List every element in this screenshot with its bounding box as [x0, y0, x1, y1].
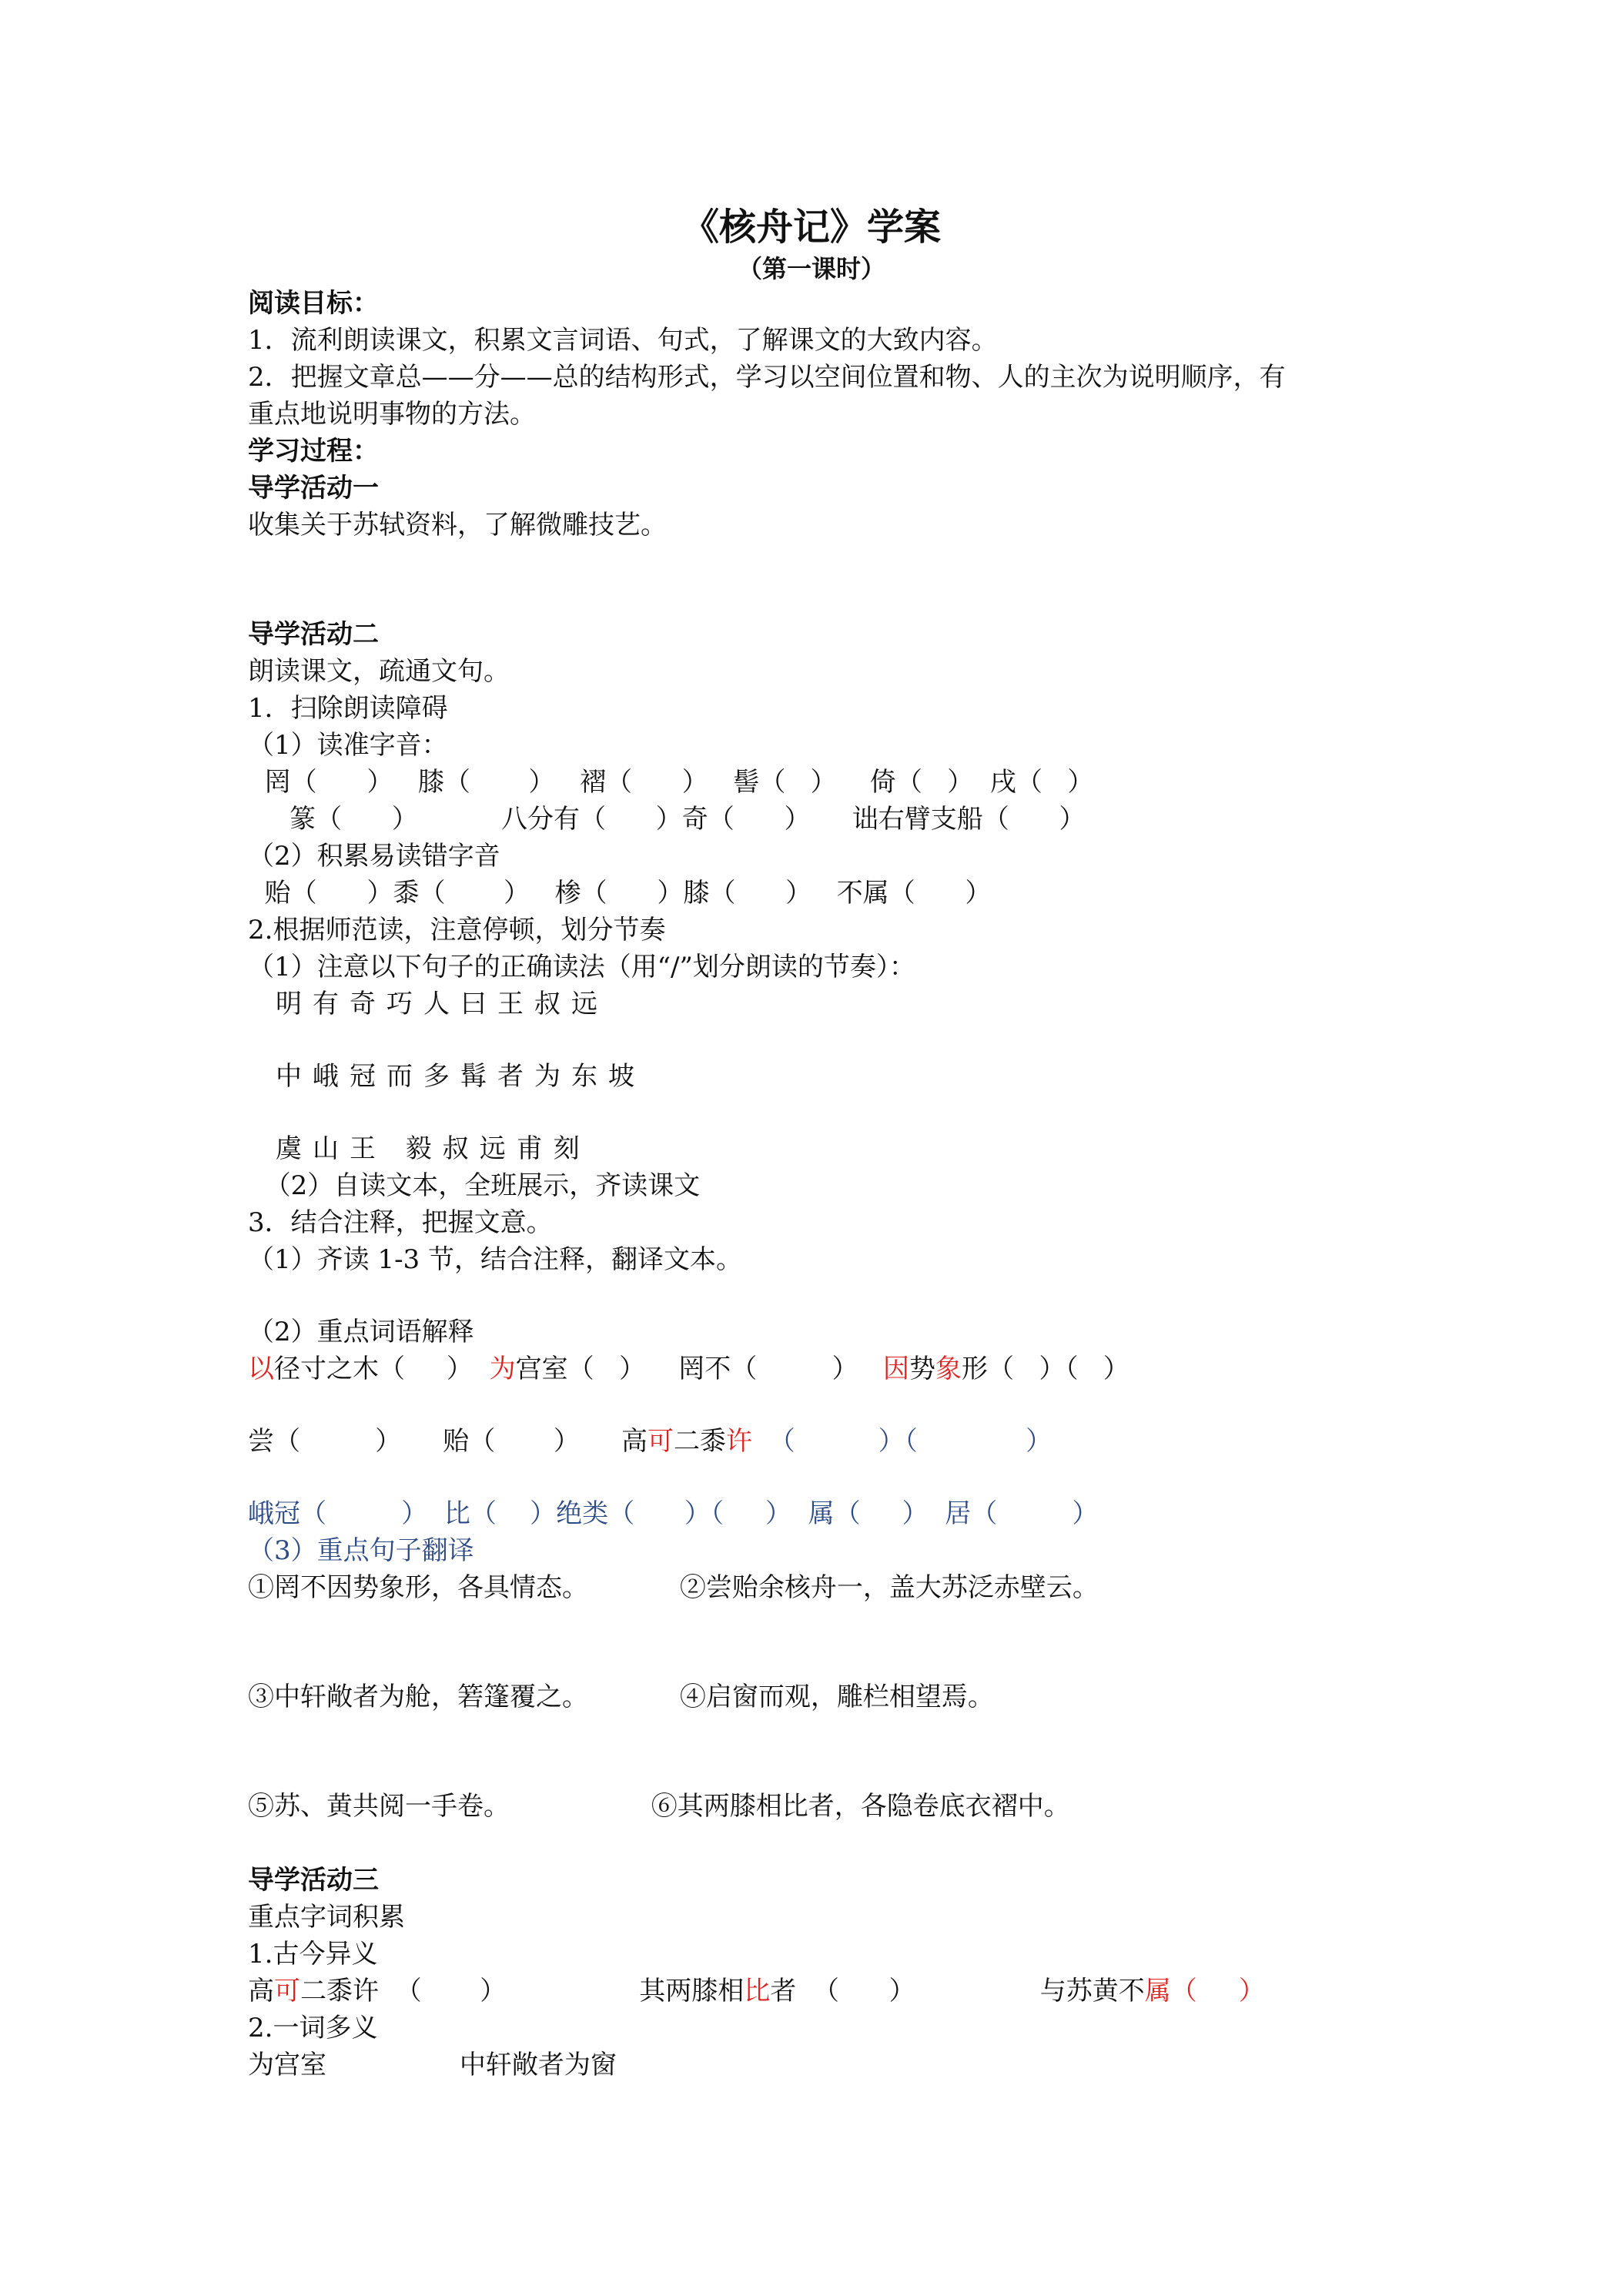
section-3-2-title: （2）重点词语解释 — [248, 1317, 474, 1347]
activity1-heading: 导学活动一 — [248, 473, 379, 504]
highlight-char: 以 — [248, 1354, 274, 1384]
section-2-2-title: （2）自读文本，全班展示，齐读课文 — [248, 1170, 701, 1201]
highlight-char: 属（ ） — [1144, 1976, 1265, 2006]
pronunciation-row-3: 贻（ ）黍（ ） 椮（ ）膝（ ） 不属（ ） — [248, 878, 992, 909]
highlight-char: 可 — [274, 1976, 300, 2006]
translation-row-1: ①罔不因势象形，各具情态。 ②尝贻余核舟一，盖大苏泛赤壁云。 — [248, 1572, 1099, 1603]
activity2-heading: 导学活动二 — [248, 619, 379, 650]
word-text: 二黍 — [674, 1426, 726, 1457]
activity2-intro: 朗读课文，疏通文句。 — [248, 656, 510, 687]
word-row-2 — [248, 1424, 1052, 1458]
activity3-intro: 重点字词积累 — [248, 1902, 405, 1933]
goal-item-2: 2．把握文章总——分——总的结构形式，学习以空间位置和物、人的主次为说明顺序，有 — [248, 362, 1286, 393]
activity1-text: 收集关于苏轼资料，了解微雕技艺。 — [248, 510, 667, 541]
translation-row-3: ⑤苏、黄共阅一手卷。 ⑥其两膝相比者，各隐卷底衣褶中。 — [248, 1791, 1070, 1822]
activity3-section-2: 2.一词多义 — [248, 2013, 378, 2043]
highlight-char: 比 — [744, 1976, 771, 2006]
highlight-char: 象 — [935, 1354, 962, 1384]
pronunciation-row-2: 篆（ ） 八分有（ ）奇（ ） 诎右臂支船（ ） — [248, 804, 1086, 835]
section-2-title: 2.根据师范读，注意停顿，划分节奏 — [248, 915, 666, 946]
rhythm-sentence-2: 中峨冠而多髯者为东坡 — [276, 1061, 645, 1092]
section-1-title: 1．扫除朗读障碍 — [248, 693, 448, 724]
word-text: 宫室（ ） 罔不（ ） — [515, 1354, 884, 1384]
ancient-modern-row — [248, 1974, 1265, 2008]
goal-item-2-cont: 重点地说明事物的方法。 — [248, 399, 536, 430]
page-subtitle: （第一课时） — [737, 254, 885, 283]
word-text: 者 （ ） 与苏黄不 — [770, 1976, 1145, 2006]
word-row-3: 峨冠（ ） 比（ ）绝类（ ）（ ） 属（ ） 居（ ） — [248, 1498, 1099, 1529]
word-text: 形（ ）（ ） — [962, 1354, 1129, 1384]
highlight-char: 为 — [489, 1354, 516, 1384]
goal-item-1: 1．流利朗读课文，积累文言词语、句式，了解课文的大致内容。 — [248, 325, 998, 356]
highlight-char: 因 — [883, 1354, 910, 1384]
activity3-section-1: 1.古今异义 — [248, 1939, 378, 1970]
translation-row-2: ③中轩敞者为舱，箬篷覆之。 ④启窗而观，雕栏相望焉。 — [248, 1682, 994, 1712]
section-2-1-title: （1）注意以下句子的正确读法（用“/”划分朗读的节奏）： — [248, 952, 915, 982]
section-1-1-title: （1）读准字音： — [248, 730, 448, 761]
section-1-2-title: （2）积累易读错字音 — [248, 841, 500, 872]
pronunciation-row-1: 罔（ ） 膝（ ） 褶（ ） 髻（ ） 倚（ ） 戌（ ） — [248, 767, 1094, 798]
word-row-1 — [248, 1352, 1129, 1386]
word-blank: （ ）（ ） — [752, 1426, 1052, 1457]
section-3-title: 3．结合注释，把握文意。 — [248, 1207, 553, 1238]
process-heading: 学习过程： — [248, 436, 379, 467]
page-title: 《核舟记》学案 — [681, 206, 941, 249]
goals-heading: 阅读目标： — [248, 288, 379, 319]
word-text: 高 — [248, 1976, 274, 2006]
word-text: 径寸之木（ ） — [274, 1354, 490, 1384]
section-3-3-title: （3）重点句子翻译 — [248, 1535, 474, 1566]
highlight-char: 许 — [726, 1426, 752, 1457]
polysemy-row: 为宫室 中轩敞者为窗 — [248, 2050, 617, 2080]
word-text: 尝（ ） 贻（ ） 高 — [248, 1426, 648, 1457]
activity3-heading: 导学活动三 — [248, 1865, 379, 1896]
rhythm-sentence-1: 明有奇巧人曰王叔远 — [276, 989, 608, 1019]
rhythm-sentence-3: 虞山王 毅叔远甫刻 — [276, 1133, 591, 1164]
highlight-char: 可 — [648, 1426, 674, 1457]
section-3-1-title: （1）齐读 1-3 节，结合注释，翻译文本。 — [248, 1244, 742, 1275]
word-text: 势 — [909, 1354, 936, 1384]
word-text: 二黍许 （ ） 其两膝相 — [300, 1976, 745, 2006]
